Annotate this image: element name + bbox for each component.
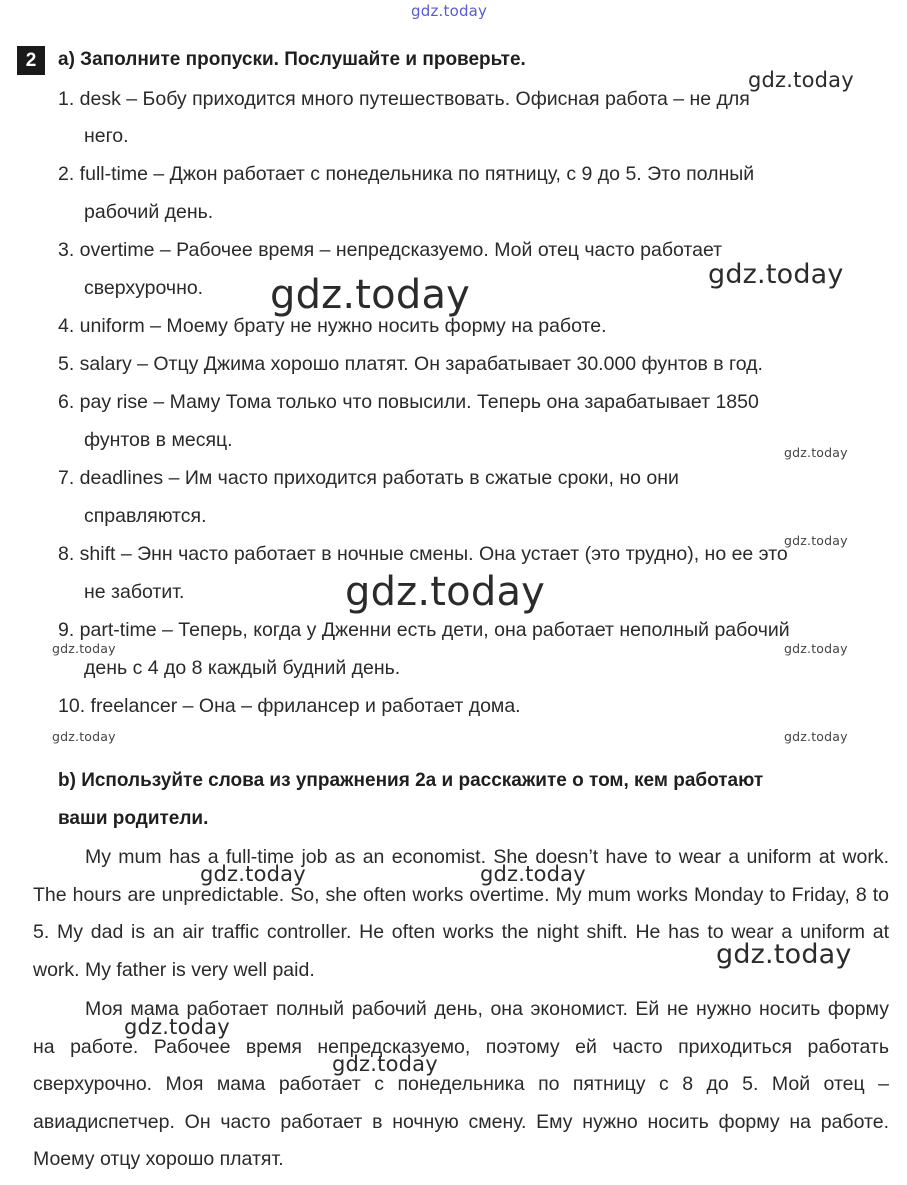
watermark: gdz.today (480, 862, 586, 886)
watermark: gdz.today (748, 68, 854, 92)
watermark: gdz.today (784, 533, 848, 548)
paragraph-english: My mum has a full-time job as an economist. She doesn’t have to wear a uniform at work. The hours are unpredictable. So, she often works overtime. My mum works Monday to Friday, 8 to 5. My dad is an air traffic controller. He often works the night shift. He has to wear a uniform at work. My father is very well paid. (33, 846, 889, 981)
watermark: gdz.today (270, 272, 471, 318)
list-item (58, 383, 889, 421)
list-item-continuation: сверхурочно. (84, 277, 204, 299)
list-item-text: 2. full-time – Джон работает с понедельника по пятницу, с 9 до 5. Это полный (58, 163, 755, 185)
watermark: gdz.today (332, 1052, 438, 1076)
list-item (58, 307, 889, 345)
list-item-text: 9. part-time – Теперь, когда у Дженни есть дети, она работает неполный рабочий (58, 619, 790, 641)
list-item (58, 687, 889, 725)
watermark: gdz.today (784, 729, 848, 744)
list-item-text: 1. desk – Бобу приходится много путешествовать. Офисная работа – не для (58, 88, 750, 110)
watermark: gdz.today (124, 1015, 230, 1039)
watermark: gdz.today (52, 729, 116, 744)
part-a-heading: a) Заполните пропуски. Послушайте и проверьте. (58, 49, 526, 70)
watermark: gdz.today (708, 259, 844, 290)
list-item-continuation: фунтов в месяц. (84, 429, 233, 451)
watermark: gdz.today (784, 445, 848, 460)
list-item-text: 8. shift – Энн часто работает в ночные смены. Она устает (это трудно), но ее это (58, 543, 788, 565)
list-item (58, 80, 889, 118)
list-item-continuation: день с 4 до 8 каждый будний день. (84, 657, 401, 679)
exercise-number-badge: 2 (17, 46, 45, 75)
list-item-text: 5. salary – Отцу Джима хорошо платят. Он зарабатывает 30.000 фунтов в год. (58, 353, 763, 375)
list-item (58, 231, 889, 269)
list-item (58, 459, 889, 497)
part-b-heading: b) Используйте слова из упражнения 2a и расскажите о том, кем работают (58, 770, 764, 791)
watermark: gdz.today (200, 862, 306, 886)
watermark: gdz.today (784, 641, 848, 656)
list-item (58, 155, 889, 193)
list-item-text: 3. overtime – Рабочее время – непредсказуемо. Мой отец часто работает (58, 239, 723, 261)
list-item-text: 7. deadlines – Им часто приходится работать в сжатые сроки, но они (58, 467, 679, 489)
list-item-continuation: него. (84, 125, 129, 147)
list-item-text: 10. freelancer – Она – фрилансер и работает дома. (58, 695, 521, 717)
watermark: gdz.today (52, 641, 116, 656)
list-item-continuation: не заботит. (84, 581, 185, 603)
watermark: gdz.today (716, 939, 852, 970)
list-item-text: 4. uniform – Моему брату не нужно носить форму на работе. (58, 315, 607, 337)
list-item-continuation: справляются. (84, 505, 207, 527)
list-item (58, 611, 889, 649)
list-item (58, 535, 889, 573)
list-item-text: 6. pay rise – Маму Тома только что повысили. Теперь она зарабатывает 1850 (58, 391, 759, 413)
list-item (58, 345, 889, 383)
watermark: gdz.today (345, 569, 546, 615)
watermark: gdz.today (411, 2, 488, 20)
paragraph-russian: Моя мама работает полный рабочий день, она экономист. Ей не нужно носить форму на работе. Рабочее время непредсказуемо, поэтому ей часто приходиться работать сверхурочно. Моя мама работает с понедельника по пятницу с 8 до 5. Мой отец – авиадиспетчер. Он часто работает в ночную смену. Ему нужно носить форму на работе. Моему отцу хорошо платят. (33, 998, 889, 1171)
list-item-continuation: рабочий день. (84, 201, 214, 223)
part-b-heading-continuation: ваши родители. (58, 808, 209, 829)
